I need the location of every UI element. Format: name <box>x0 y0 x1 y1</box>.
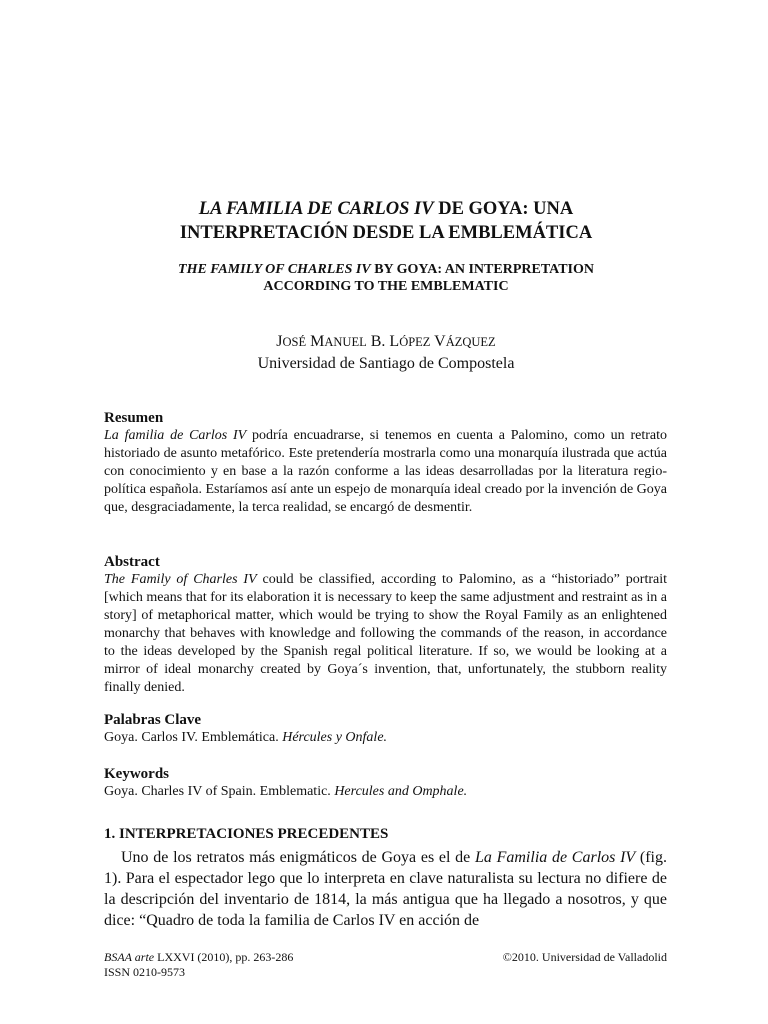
palabras-clave-italic: Hércules y Onfale. <box>282 730 388 745</box>
section-1-heading: 1. INTERPRETACIONES PRECEDENTES <box>104 826 389 842</box>
resumen-italic: La familia de Carlos IV <box>104 428 247 443</box>
palabras-clave-heading: Palabras Clave <box>104 712 202 728</box>
author-name <box>104 331 668 353</box>
resumen-section <box>104 409 667 517</box>
article-subtitle <box>104 261 668 295</box>
keywords-text <box>104 783 667 801</box>
author-part: J <box>276 333 283 350</box>
author-part: ÓPEZ <box>399 335 431 349</box>
footer-citation <box>104 950 293 980</box>
section-1-lead: Uno de los retratos más enigmáticos de Goya es el de <box>121 849 475 866</box>
resumen-heading: Resumen <box>104 410 164 426</box>
author-affiliation: Universidad de Santiago de Compostela <box>257 355 515 372</box>
abstract-body: could be classified, according to Palomino, as a “historiado” portrait [which means that for its elaboration it is necessary to keep the same adjustment and restraint as in a story] of metaphorical matter, which would be trying to show the Royal Family as an enlightened monarchy that behaves with knowledge and following the commands of the reason, in accordance to the ideas developed by the Spanish regal political literature. If so, we would be looking at a mirror of ideal monarchy created by Goya´s invention, that, unfortunately, the stubborn reality finally denied. <box>104 572 667 695</box>
keywords-body: Goya. Charles IV of Spain. Emblematic. <box>104 784 335 799</box>
subtitle-rest: BY GOYA: AN INTERPRETATION <box>370 262 594 277</box>
footer-issn: ISSN 0210-9573 <box>104 965 186 979</box>
abstract-heading: Abstract <box>104 554 160 570</box>
article-title <box>104 197 668 245</box>
section-1-text <box>104 847 667 931</box>
title-line-2: INTERPRETACIÓN DESDE LA EMBLEMÁTICA <box>179 223 593 243</box>
footer-journal-pages: LXXVI (2010), pp. 263-286 <box>154 950 294 964</box>
author-block <box>104 331 668 374</box>
abstract-italic: The Family of Charles IV <box>104 572 257 587</box>
resumen-body: podría encuadrarse, si tenemos en cuenta a Palomino, como un retrato historiado de asunto metafórico. Este pretendería mostrarla como una monarquía ilustrada que actúa con conocimiento y en base a la razón conforme a las ideas desarrolladas por la literatura regio-política española. Estaríamos así ante un espejo de monarquía ideal creado por la invención de Goya que, desgraciadamente, la terca realidad, se encargó de desmentir. <box>104 428 667 515</box>
keywords-section <box>104 765 667 801</box>
footer-journal-name: BSAA arte <box>104 950 155 964</box>
palabras-clave-text <box>104 729 667 747</box>
author-part: B. L <box>366 333 400 350</box>
title-rest: DE GOYA: UNA <box>433 199 574 219</box>
subtitle-italic: THE FAMILY OF CHARLES IV <box>178 262 371 277</box>
footer-journal <box>104 950 293 965</box>
palabras-clave-body: Goya. Carlos IV. Emblemática. <box>104 730 283 745</box>
title-line-1 <box>104 197 668 221</box>
title-italic: LA FAMILIA DE CARLOS IV <box>198 199 434 219</box>
author-part: ANUEL <box>324 335 367 349</box>
subtitle-line-1 <box>104 261 668 278</box>
footer-copyright: ©2010. Universidad de Valladolid <box>502 950 667 964</box>
section-1-italic: La Familia de Carlos IV <box>474 849 636 866</box>
palabras-clave-section <box>104 711 667 747</box>
author-part: OSÉ <box>282 335 307 349</box>
abstract-text <box>104 571 667 697</box>
author-part: M <box>306 333 325 350</box>
keywords-heading: Keywords <box>104 766 169 782</box>
abstract-section <box>104 553 667 697</box>
subtitle-line-2: ACCORDING TO THE EMBLEMATIC <box>263 279 509 294</box>
keywords-italic: Hercules and Omphale. <box>334 784 468 799</box>
resumen-text <box>104 427 667 517</box>
author-part: ÁZQUEZ <box>445 335 496 349</box>
author-part: V <box>430 333 446 350</box>
section-1 <box>104 825 667 931</box>
section-1-rest: (fig. 1). Para el espectador lego que lo interpreta en clave naturalista su lectura no difiere de la descripción del inventario de 1814, la más antigua que ha llegado a nosotros, y que dice: “Quadro de toda la familia de Carlos IV en acción de <box>104 849 668 929</box>
